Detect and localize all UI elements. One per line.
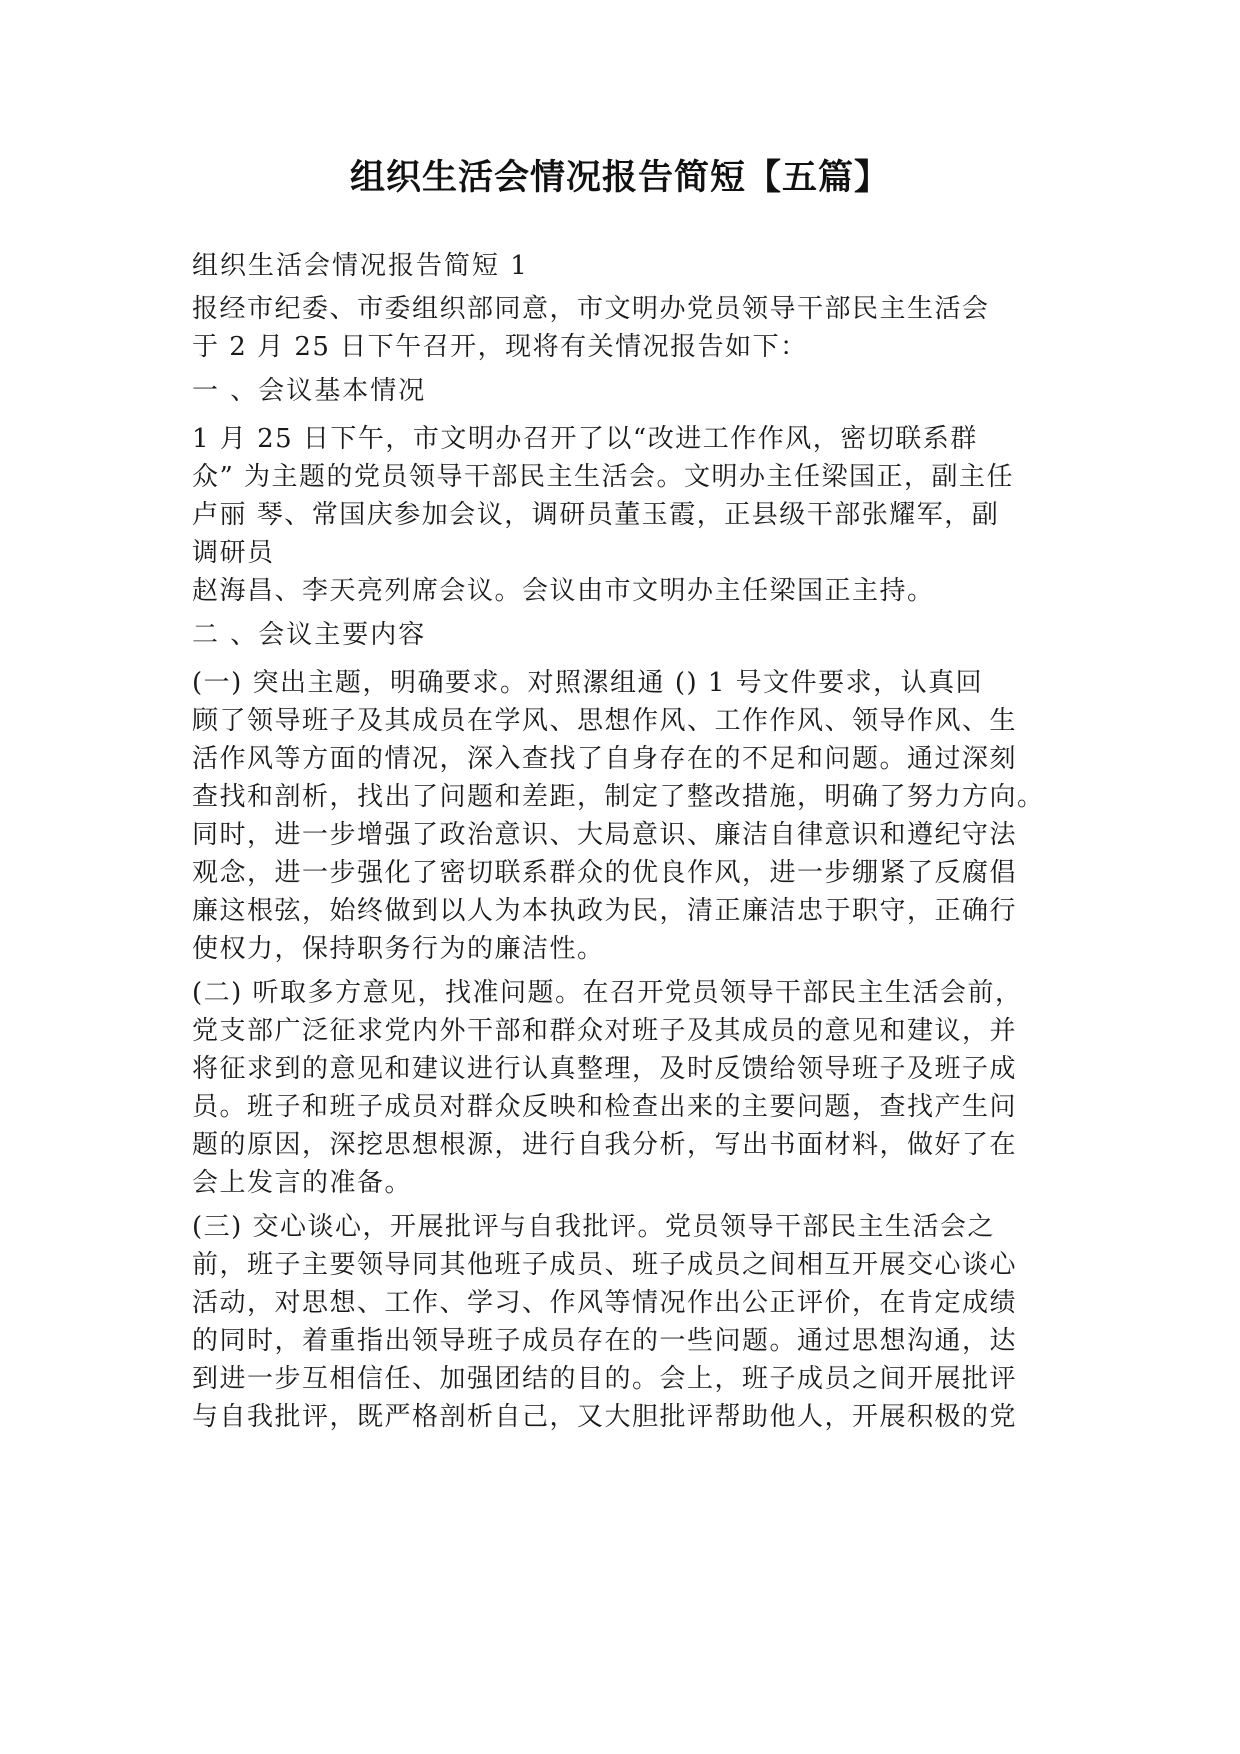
text-line: 到进一步互相信任、加强团结的目的。会上，班子成员之间开展批评 — [192, 1364, 1018, 1394]
text-line: 活作风等方面的情况，深入查找了自身存在的不足和问题。通过深刻 — [192, 744, 1018, 774]
document-body — [192, 290, 1057, 1442]
text-line: 报经市纪委、市委组织部同意，市文明办党员领导干部民主生活会 — [192, 294, 990, 324]
text-line: 观念，进一步强化了密切联系群众的优良作风，进一步绷紧了反腐倡 — [192, 858, 1018, 888]
text-line: 题的原因，深挖思想根源，进行自我分析，写出书面材料，做好了在 — [192, 1130, 1018, 1160]
text-line: (三) 交心谈心，开展批评与自我批评。党员领导干部民主生活会之 — [192, 1212, 996, 1242]
text-line: (一) 突出主题，明确要求。对照漯组通 () 1 号文件要求，认真回 — [192, 668, 984, 698]
section-heading: 一 、会议基本情况 — [192, 376, 427, 406]
text-line: 将征求到的意见和建议进行认真整理，及时反馈给领导班子及班子成 — [192, 1054, 1018, 1084]
text-line: 会上发言的准备。 — [192, 1168, 413, 1198]
text-line: 与自我批评，既严格剖析自己，又大胆批评帮助他人，开展积极的党 — [192, 1402, 1018, 1432]
text-line: 卢丽 琴、常国庆参加会议，调研员董玉霞，正县级干部张耀军，副 — [192, 500, 1000, 530]
text-line: 查找和剖析，找出了问题和差距，制定了整改措施，明确了努力方向。 — [192, 782, 1045, 812]
text-line: 使权力，保持职务行为的廉洁性。 — [192, 934, 605, 964]
text-line: 前，班子主要领导同其他班子成员、班子成员之间相互开展交心谈心 — [192, 1250, 1018, 1280]
text-line: 赵海昌、李天亮列席会议。会议由市文明办主任梁国正主持。 — [192, 576, 935, 606]
document-subtitle: 组织生活会情况报告简短 1 — [192, 251, 529, 281]
text-line: 的同时，着重指出领导班子成员存在的一些问题。通过思想沟通，达 — [192, 1326, 1018, 1356]
document-title: 组织生活会情况报告简短【五篇】 — [349, 158, 890, 198]
text-line: (二) 听取多方意见，找准问题。在召开党员领导干部民主生活会前， — [192, 978, 1023, 1008]
text-line: 廉这根弦，始终做到以人为本执政为民，清正廉洁忠于职守，正确行 — [192, 896, 1018, 926]
text-line: 活动，对思想、工作、学习、作风等情况作出公正评价，在肯定成绩 — [192, 1288, 1018, 1318]
section1-paragraph — [192, 420, 1057, 610]
text-line: 调研员 — [192, 538, 275, 568]
section-heading: 二 、会议主要内容 — [192, 620, 427, 650]
text-line: 众” 为主题的党员领导干部民主生活会。文明办主任梁国正，副主任 — [192, 462, 1015, 492]
paragraph-1 — [192, 664, 1057, 968]
text-line: 顾了领导班子及其成员在学风、思想作风、工作作风、领导作风、生 — [192, 706, 1018, 736]
paragraph-2 — [192, 974, 1057, 1202]
text-line: 1 月 25 日下午，市文明办召开了以“改进工作作风，密切联系群 — [192, 424, 978, 454]
paragraph-3 — [192, 1208, 1057, 1436]
text-line: 于 2 月 25 日下午召开，现将有关情况报告如下： — [192, 332, 808, 362]
intro-paragraph — [192, 290, 1057, 366]
text-line: 党支部广泛征求党内外干部和群众对班子及其成员的意见和建议，并 — [192, 1016, 1018, 1046]
text-line: 员。班子和班子成员对群众反映和检查出来的主要问题，查找产生问 — [192, 1092, 1018, 1122]
text-line: 同时，进一步增强了政治意识、大局意识、廉洁自律意识和遵纪守法 — [192, 820, 1018, 850]
